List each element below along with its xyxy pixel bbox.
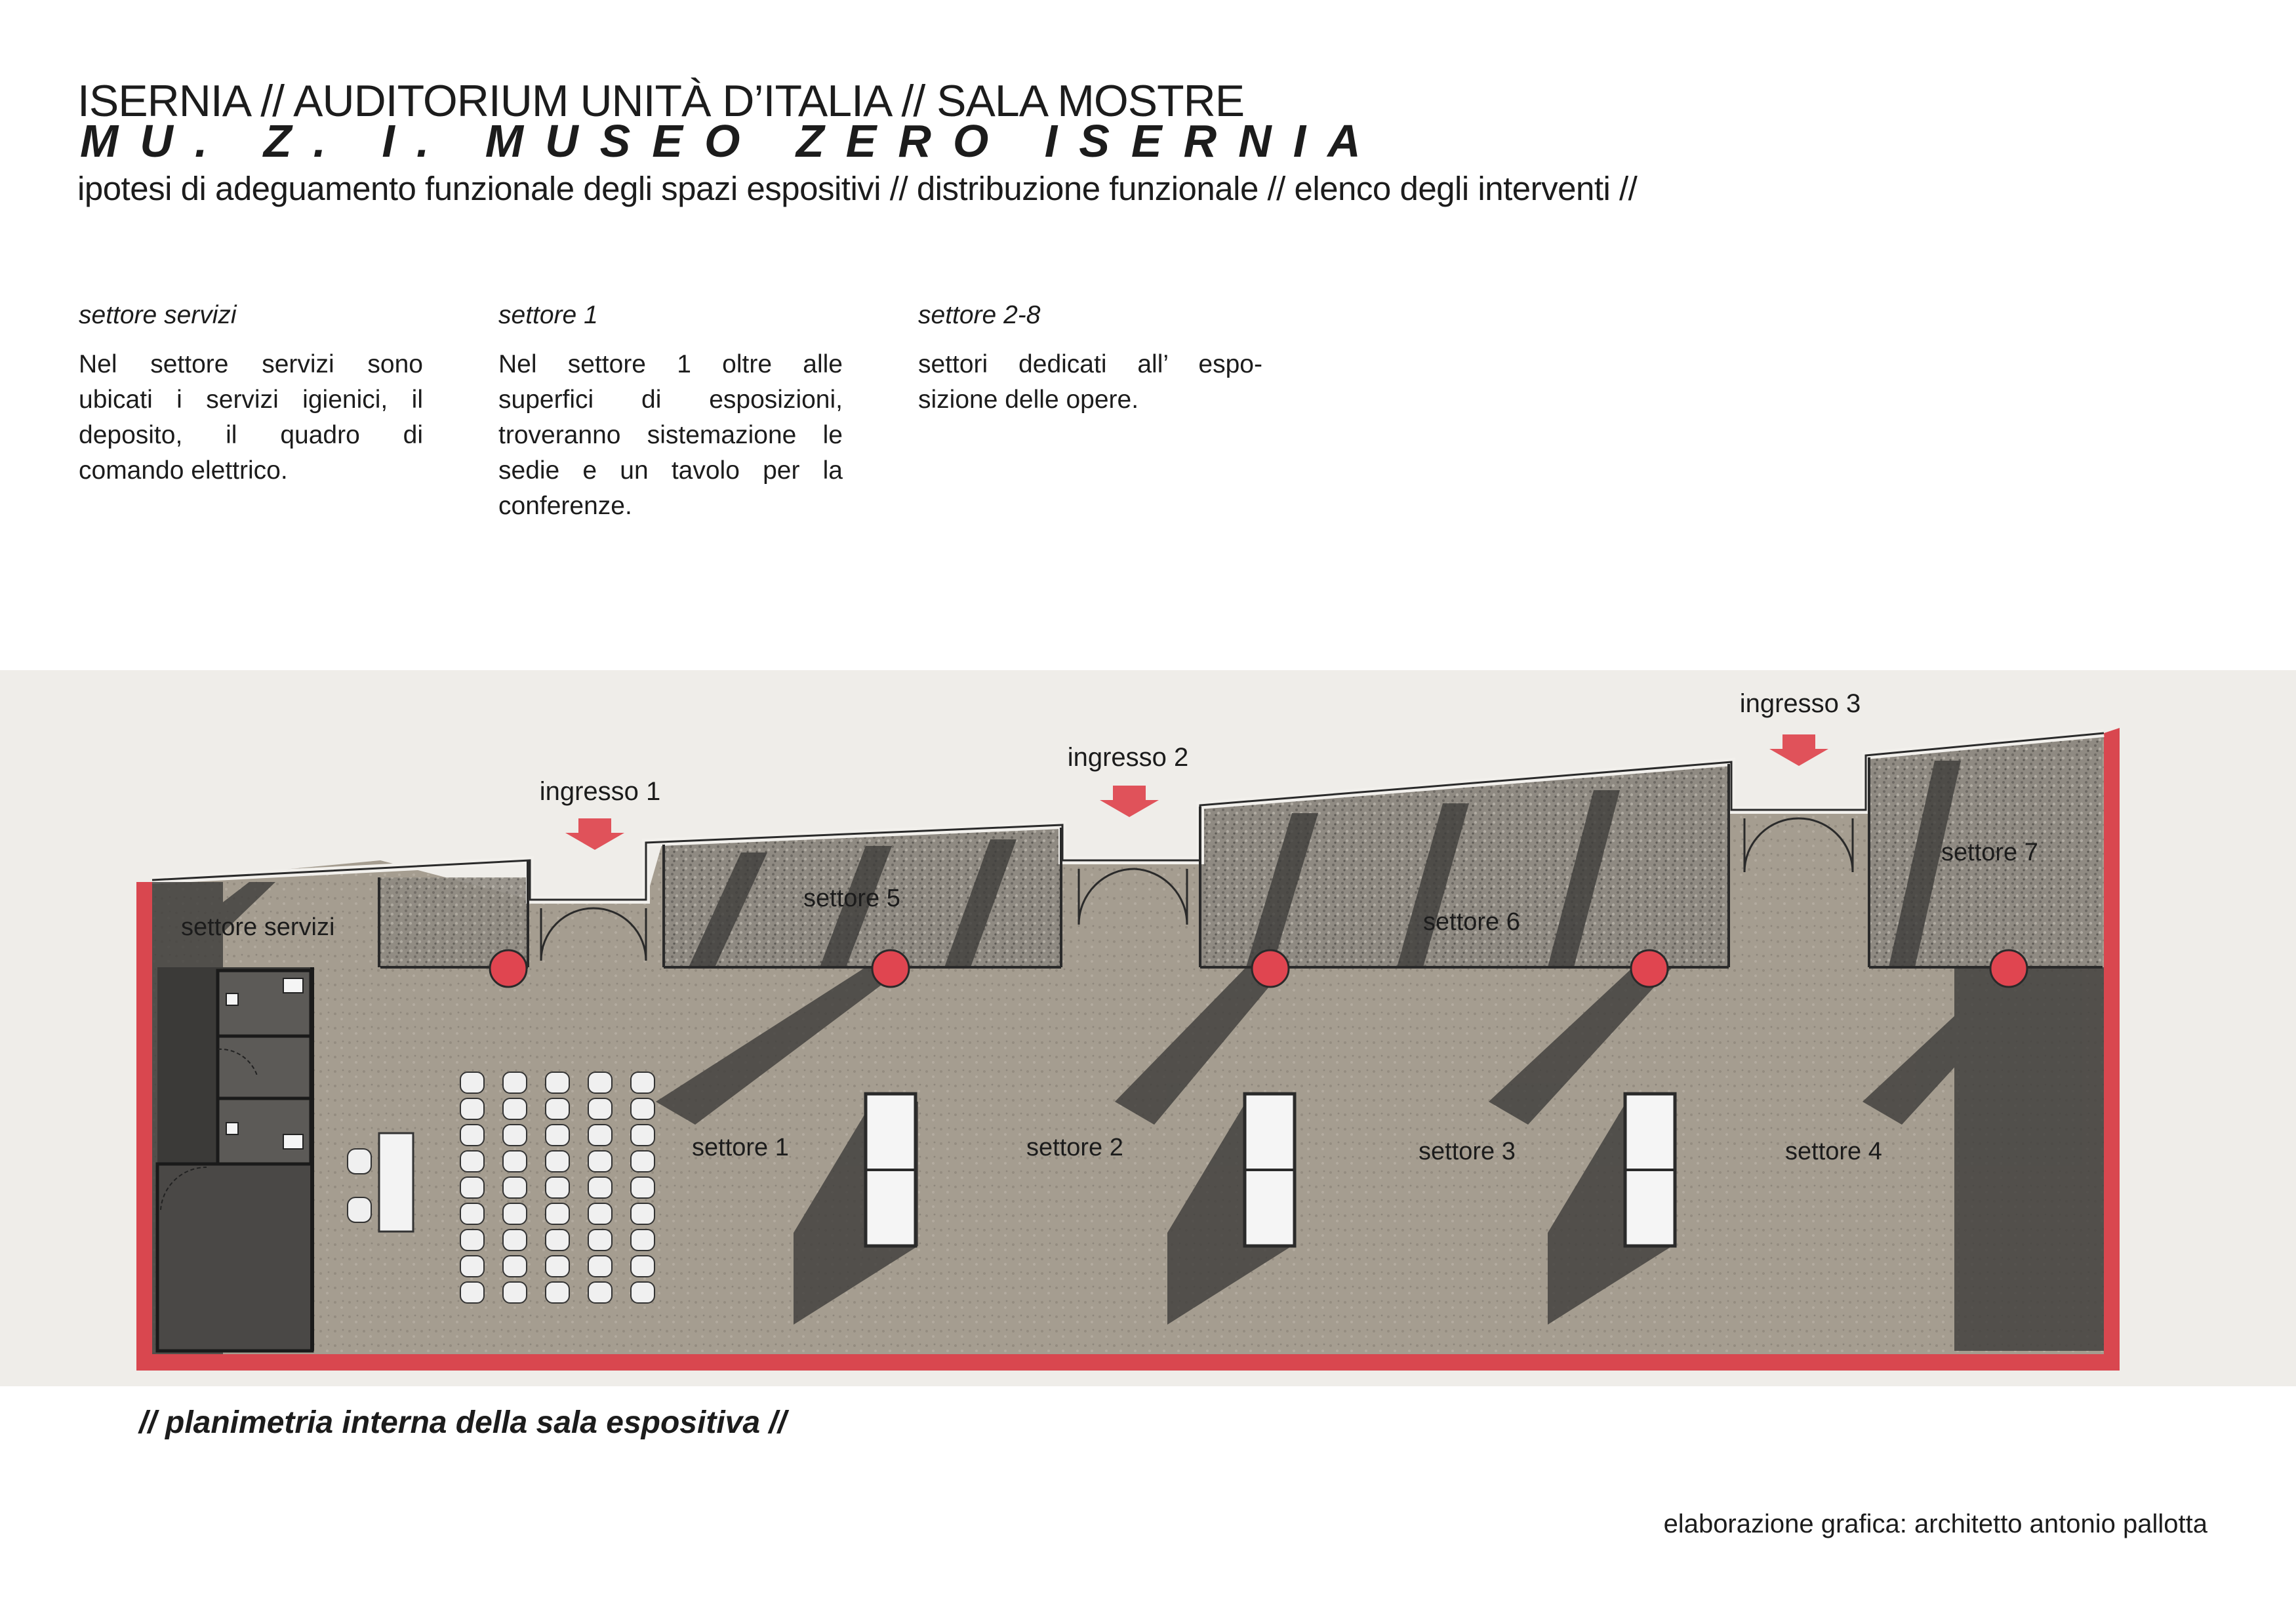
- chair: [460, 1125, 484, 1146]
- column-settore-1: [498, 302, 843, 524]
- label-settore-3: settore 3: [1419, 1138, 1516, 1165]
- floor-plan: [0, 670, 2296, 1386]
- chair: [503, 1203, 527, 1224]
- chair: [503, 1282, 527, 1303]
- chair: [503, 1098, 527, 1119]
- chair: [588, 1072, 612, 1093]
- label-settore-6: settore 6: [1423, 908, 1520, 936]
- chair: [460, 1177, 484, 1198]
- chair: [503, 1151, 527, 1172]
- column-text: settori dedicati all’ espo- sizione delle opere.: [918, 350, 1262, 414]
- chair: [546, 1072, 569, 1093]
- chair: [546, 1203, 569, 1224]
- label-ingresso-3: ingresso 3: [1739, 689, 1861, 718]
- chair: [460, 1098, 484, 1119]
- vitrine-settore-3: [1625, 1094, 1675, 1246]
- page-subtitle: ipotesi di adeguamento funzionale degli spazi espositivi // distribuzione funzionale // elenco degli interventi //: [77, 170, 1638, 207]
- label-settore-7: settore 7: [1941, 839, 2038, 866]
- chair: [588, 1151, 612, 1172]
- chair: [588, 1203, 612, 1224]
- label-settore-servizi: settore servizi: [181, 913, 335, 941]
- chair: [631, 1151, 655, 1172]
- credit-line: elaborazione grafica: architetto antonio pallotta: [1663, 1510, 2207, 1538]
- column-heading: settore 1: [498, 301, 598, 329]
- plan-caption: // planimetria interna della sala espositiva //: [139, 1405, 787, 1440]
- chair: [546, 1230, 569, 1251]
- chair: [546, 1282, 569, 1303]
- column-text: Nel settore servizi sono ubicati i servizi igienici, il deposito, il quadro di comando elettrico.: [79, 350, 423, 485]
- arrow-down-icon: [565, 818, 624, 850]
- chair: [631, 1203, 655, 1224]
- label-settore-4: settore 4: [1785, 1138, 1882, 1165]
- chair: [546, 1098, 569, 1119]
- column-settore-2-8: [918, 302, 1262, 418]
- label-settore-5: settore 5: [803, 885, 900, 912]
- chair: [460, 1203, 484, 1224]
- chair: [588, 1098, 612, 1119]
- vitrine-settore-2: [1245, 1094, 1295, 1246]
- chair: [546, 1151, 569, 1172]
- chair: [631, 1125, 655, 1146]
- chair: [631, 1256, 655, 1277]
- label-settore-2: settore 2: [1026, 1134, 1123, 1161]
- vitrine-settore-1: [866, 1094, 916, 1246]
- museum-name: MU. Z. I. MUSEO ZERO ISERNIA: [80, 115, 1382, 167]
- chair: [631, 1177, 655, 1198]
- chair: [503, 1177, 527, 1198]
- chair: [631, 1072, 655, 1093]
- chair: [460, 1282, 484, 1303]
- chair: [588, 1125, 612, 1146]
- chair: [460, 1151, 484, 1172]
- service-block: [157, 967, 312, 1351]
- label-ingresso-2: ingresso 2: [1067, 743, 1189, 772]
- chair: [503, 1072, 527, 1093]
- chair: [631, 1282, 655, 1303]
- chair: [588, 1282, 612, 1303]
- chair: [588, 1256, 612, 1277]
- floor-area: [152, 733, 2104, 1354]
- column-heading: settore servizi: [79, 301, 237, 329]
- column-text: Nel settore 1 oltre alle superfici di esposizioni, troveranno sistemazione le sedie e un tavolo per la conferenze.: [498, 350, 843, 520]
- chair: [631, 1098, 655, 1119]
- chair: [460, 1230, 484, 1251]
- page-title: ISERNIA // AUDITORIUM UNITÀ D’ITALIA // SALA MOSTRE: [77, 76, 1245, 126]
- chair: [503, 1125, 527, 1146]
- chair: [546, 1125, 569, 1146]
- chair: [546, 1256, 569, 1277]
- column-settore-servizi: [79, 302, 423, 489]
- label-ingresso-1: ingresso 1: [539, 777, 661, 806]
- chair: [588, 1230, 612, 1251]
- chair: [460, 1256, 484, 1277]
- arrow-down-icon: [1100, 786, 1159, 817]
- arrow-down-icon: [1769, 734, 1828, 766]
- chair: [546, 1177, 569, 1198]
- label-settore-1: settore 1: [692, 1134, 789, 1161]
- column-heading: settore 2-8: [918, 301, 1041, 329]
- chair: [503, 1230, 527, 1251]
- chair: [460, 1072, 484, 1093]
- chair: [588, 1177, 612, 1198]
- chair: [631, 1230, 655, 1251]
- chair: [503, 1256, 527, 1277]
